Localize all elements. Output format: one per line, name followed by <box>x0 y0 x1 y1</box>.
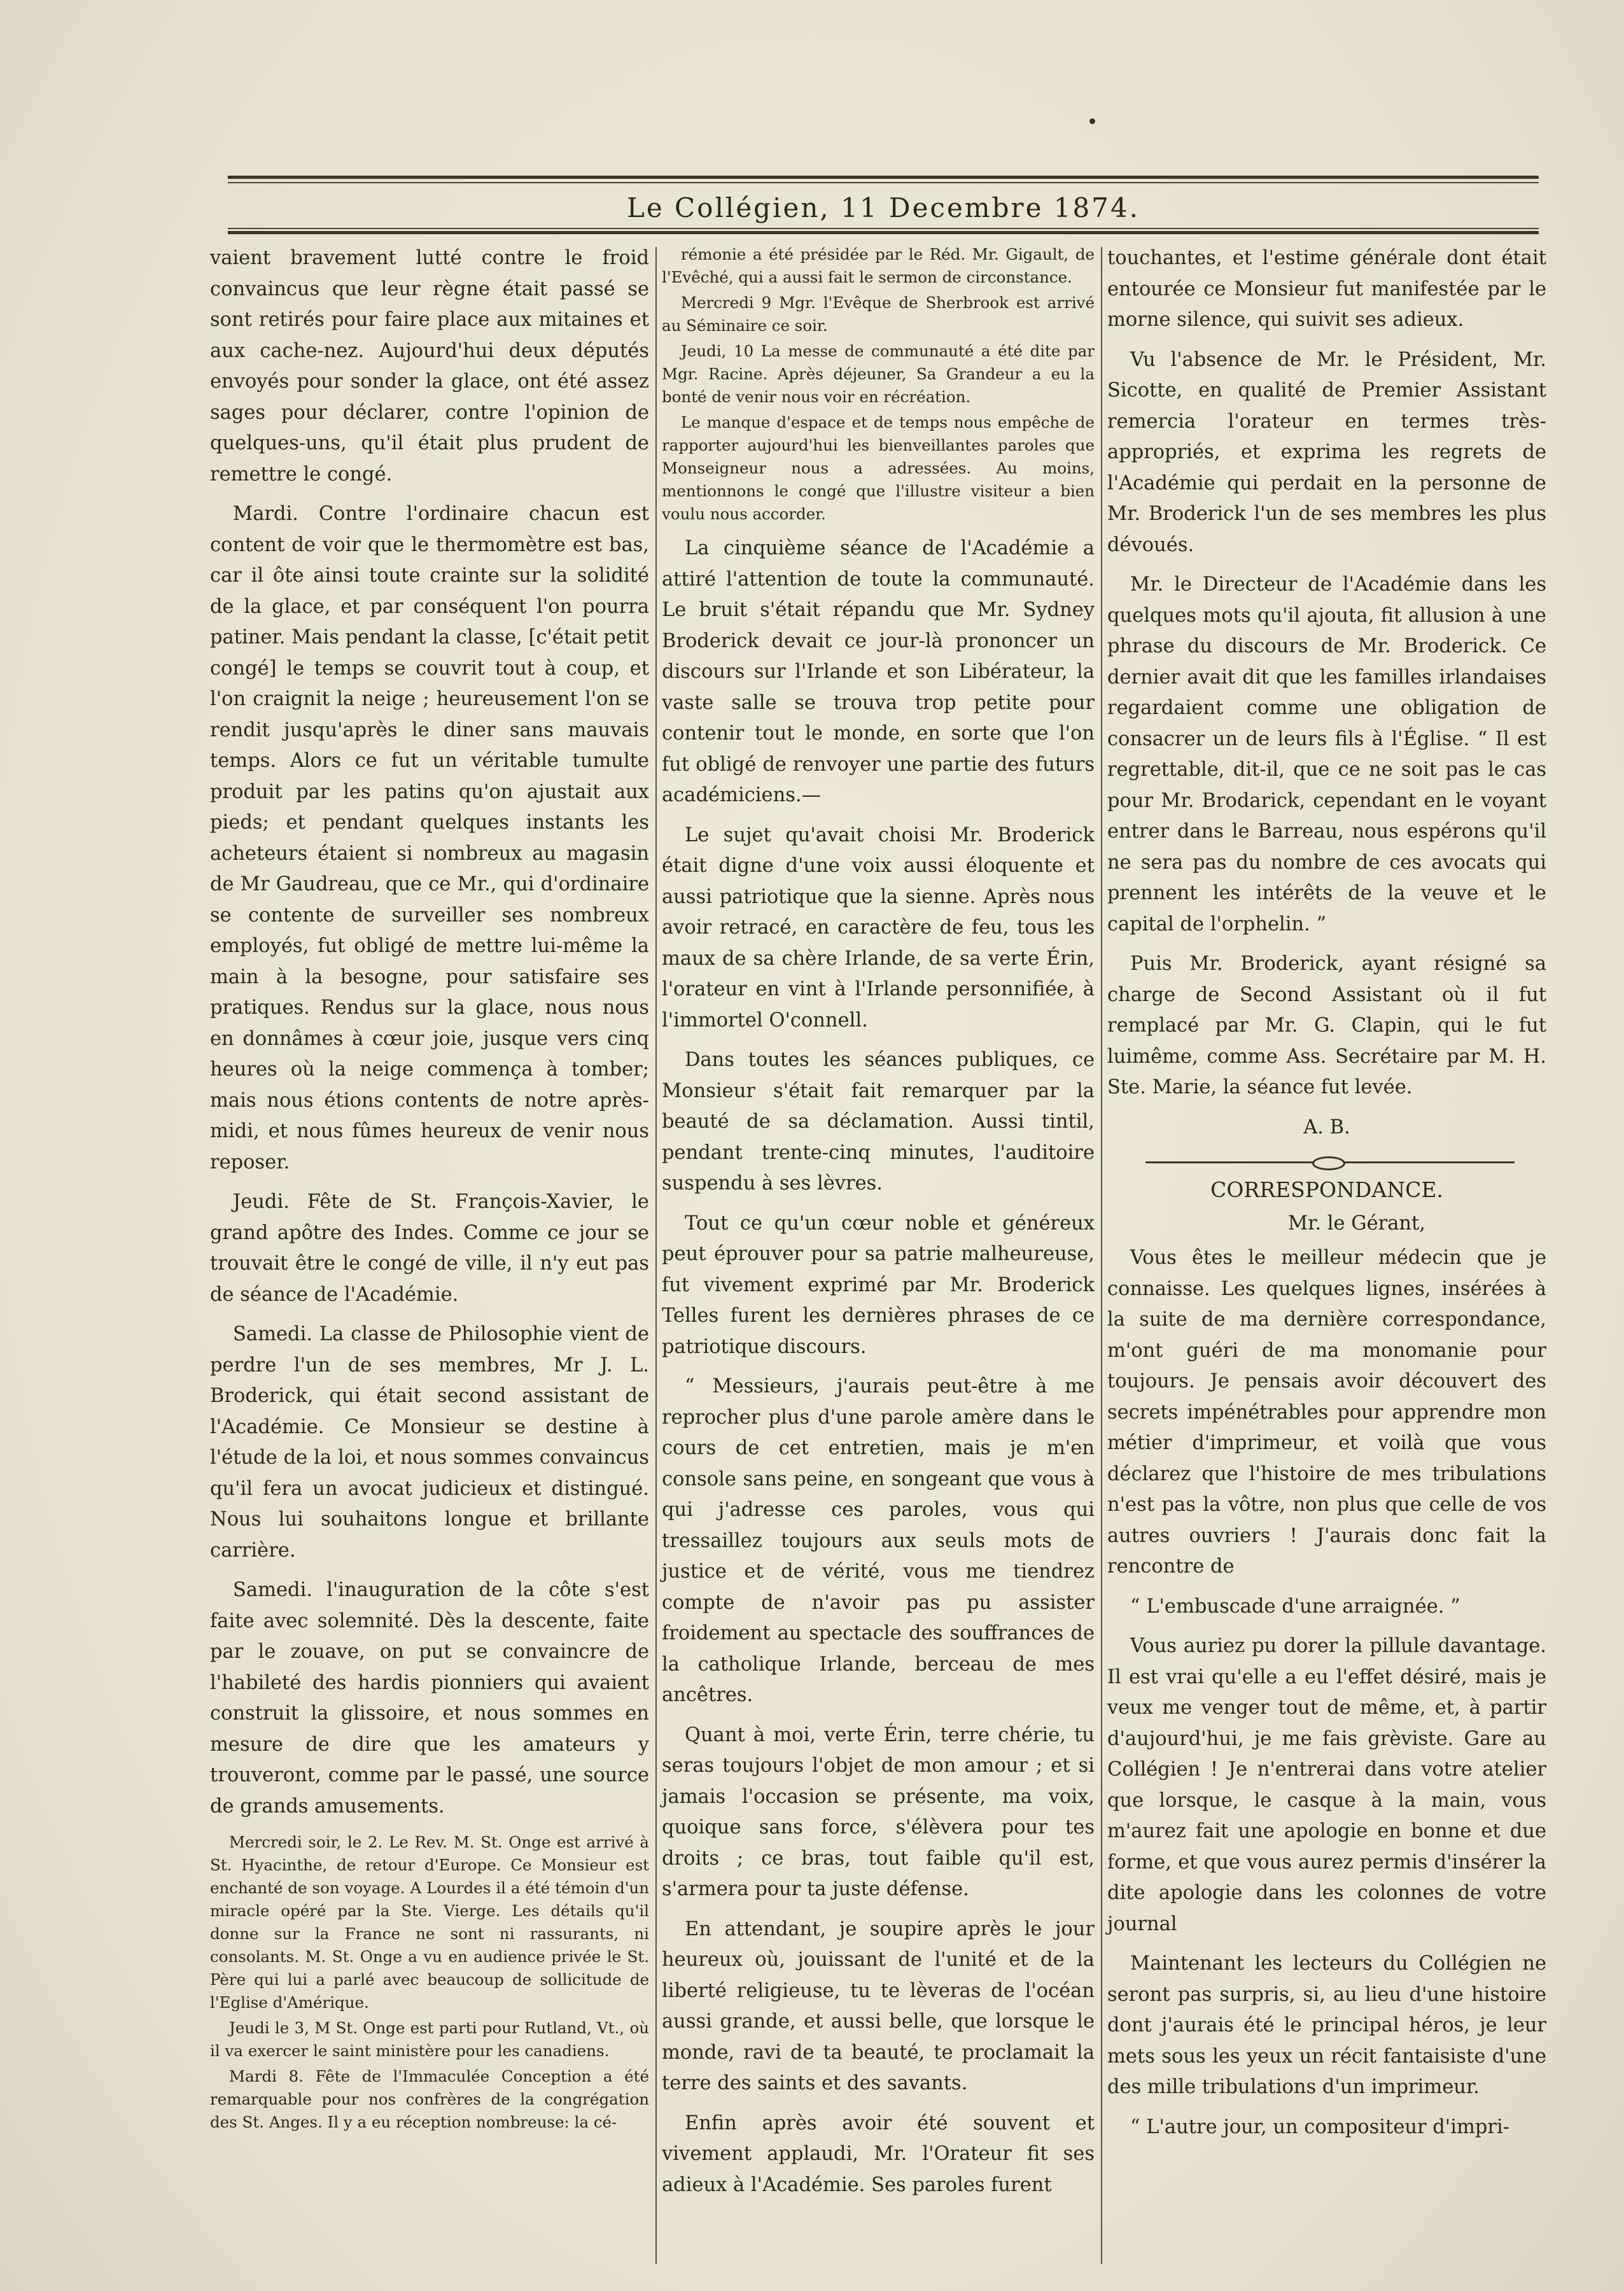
paragraph: Jeudi. Fête de St. François-Xavier, le grand apôtre des Indes. Comme ce jour se trouvait être le congé de ville, il n'y eut pas de séance de l'Académie. <box>210 1191 649 1306</box>
paragraph: Samedi. La classe de Philosophie vient de perdre l'un de ses membres, Mr J. L. Broderick, qui était second assistant de l'Académie. Ce Monsieur se destine à l'étude de la loi, et nous sommes convaincus qu'il fera un avocat judicieux et distingué. Nous lui souhaitons longue et brillante carrière. <box>210 1323 649 1562</box>
salutation: Mr. le Gérant, <box>1287 1212 1425 1235</box>
column-divider-2 <box>1101 247 1102 2264</box>
paragraph: Puis Mr. Broderick, ayant résigné sa charge de Second Assistant où il fut remplacé par Mr. G. Clapin, qui le fut luimême, comme Ass. Secrétaire par M. H. Ste. Marie, la séance fut levée. <box>1107 953 1546 1098</box>
column-3 <box>1107 243 1546 2152</box>
column-2 <box>662 243 1095 2210</box>
paragraph: La cinquième séance de l'Académie a attiré l'attention de toute la communauté. Le bruit s'était répandu que Mr. Sydney Broderick devait ce jour-là prononcer un discours sur l'Irlande et son Libérateur, la vaste salle se trouva trop petite pour contenir tout le monde, en sorte que l'on fut obligé de renvoyer une partie des futurs académiciens.— <box>662 537 1095 806</box>
paragraph: Mr. le Directeur de l'Académie dans les quelques mots qu'il ajouta, fit allusion à une phrase du discours de Mr. Broderick. Ce dernier avait dit que les familles irlandaises regardaient comme une obligation de consacrer un de leurs fils à l'Église. “ Il est regrettable, dit-il, que ce ne soit pas le cas pour Mr. Brodarick, cependant en le voyant entrer dans le Barreau, nous espérons qu'il ne sera pas du nombre de ces avocats qui prennent les intérêts de la veuve et le capital de l'orphelin. ” <box>1107 573 1546 935</box>
section-ornament <box>1107 1156 1546 1168</box>
paragraph: Maintenant les lecteurs du Collégien ne seront pas surpris, si, au lieu d'une histoire dont j'aurais été le principal héros, je leur mets sous les yeux un récit fantaisiste d'une des mille tribulations d'un imprimeur. <box>1107 1952 1546 2098</box>
page-speck <box>1089 118 1095 124</box>
ornament-knot <box>1312 1156 1345 1170</box>
news-note: Le manque d'espace et de temps nous empêche de rapporter aujourd'hui les bienveillantes paroles que Monseigneur nous a adressées. Au moins, mentionnons le congé que l'illustre visiteur a bien voulu nous accorder. <box>662 413 1095 523</box>
news-note: Mardi 8. Fête de l'Immaculée Conception a été remarquable pour nos confrères de la congrégation des St. Anges. Il y a eu réception nombreuse: la cé- <box>210 2067 649 2131</box>
news-note: Mercredi soir, le 2. Le Rev. M. St. Onge est arrivé à St. Hyacinthe, de retour d'Europe. Ce Monsieur est enchanté de son voyage. A Lourdes il a été témoin d'un miracle opéré par la Ste. Vierge. Les détails qu'il donne sur la France ne sont ni rassurants, ni consolants. M. St. Onge a vu en audience privée le St. Père qui lui a parlé avec beaucoup de sollicitude de l'Eglise d'Amérique. <box>210 1833 649 2012</box>
paragraph: Le sujet qu'avait choisi Mr. Broderick était digne d'une voix aussi éloquente et aussi patriotique que la sienne. Après nous avoir retracé, en caractère de feu, tous les maux de sa chère Irlande, de sa verte Érin, l'orateur en vint à l'Irlande personnifiée, à l'immortel O'connell. <box>662 823 1095 1032</box>
paragraph: Vu l'absence de Mr. le Président, Mr. Sicotte, en qualité de Premier Assistant remercia l'orateur en termes très-appropriés, et exprima les regrets de l'Académie qui perdait en la personne de Mr. Broderick l'un de ses membres les plus dévoués. <box>1107 348 1546 556</box>
signature: A. B. <box>1303 1116 1350 1138</box>
column-divider-1 <box>655 247 657 2264</box>
header-bottom-rule-thin <box>228 228 1539 229</box>
paragraph: Vous êtes le meilleur médecin que je connaisse. Les quelques lignes, insérées à la suite de ma dernière correspondance, m'ont guéri de ma monomanie pour toujours. Je pensais avoir découvert des secrets impénétrables pour apprendre mon métier d'imprimeur, et voilà que vous déclarez que l'histoire de mes tribulations n'est pas la vôtre, non plus que celle de vos autres ouvriers ! J'aurais donc fait la rencontre de <box>1107 1247 1546 1578</box>
paragraph: touchantes, et l'estime générale dont était entourée ce Monsieur fut manifestée par le morne silence, qui suivit ses adieux. <box>1107 247 1546 331</box>
news-note: Jeudi le 3, M St. Onge est parti pour Rutland, Vt., où il va exercer le saint ministère pour les canadiens. <box>210 2019 649 2060</box>
paragraph: Dans toutes les séances publiques, ce Monsieur s'était fait remarquer par la beauté de sa déclamation. Aussi tintil, pendant trente-cinq minutes, l'auditoire suspendu à ses lèvres. <box>662 1049 1095 1195</box>
masthead: Le Collégien, 11 Decembre 1874. <box>626 192 1140 223</box>
quote-line: “ L'embuscade d'une arraignée. ” <box>1130 1595 1460 1618</box>
section-heading: CORRESPONDANCE. <box>1210 1177 1443 1202</box>
header-bottom-rule <box>228 231 1539 234</box>
header-top-rule <box>228 176 1539 179</box>
paragraph: vaient bravement lutté contre le froid convaincus que leur règne était passé se sont retirés pour faire place aux mitaines et aux cache-nez. Aujourd'hui deux députés envoyés pour sonder la glace, ont été assez sages pour déclarer, contre l'opinion de quelques-uns, qu'il était plus prudent de remettre le congé. <box>210 247 649 486</box>
paragraph: Vous auriez pu dorer la pillule davantage. Il est vrai qu'elle a eu l'effet désiré, mais je veux me venger tout de même, et, à partir d'aujourd'hui, je me fais grèviste. Gare au Collégien ! Je n'entrerai dans votre atelier que lorsque, le casque à la main, vous m'aurez fait une apologie en bonne et due forme, et que vous aurez permis d'insérer la dite apologie dans les colonnes de votre journal <box>1107 1635 1546 1935</box>
speech-quote: Quant à moi, verte Érin, terre chérie, tu seras toujours l'objet de mon amour ; et si jamais l'occasion se présente, ma voix, quoique sans force, s'élèvera pour tes droits ; ce bras, tout faible qu'il est, s'armera pour ta juste défense. <box>662 1723 1095 1900</box>
speech-quote: “ Messieurs, j'aurais peut-être à me reprocher plus d'une parole amère dans le cours de cet entretien, mais je m'en console sans peine, en songeant que vous à qui j'adresse ces paroles, vous qui tressaillez toujours aux seuls mots de justice et de vérité, vous me tiendrez compte de n'avoir pas pu assister froidement au spectacle des souffrances de la catholique Irlande, berceau de mes ancêtres. <box>662 1375 1095 1706</box>
paragraph: “ L'autre jour, un compositeur d'impri- <box>1130 2115 1510 2138</box>
header-top-rule-thin <box>228 182 1539 183</box>
news-note: rémonie a été présidée par le Réd. Mr. Gigault, de l'Evêché, qui a aussi fait le sermon de circonstance. <box>662 245 1095 286</box>
paragraph: Samedi. l'inauguration de la côte s'est faite avec solemnité. Dès la descente, faite par le zouave, on put se convaincre de l'habileté des hardis pionniers qui avaient construit la glissoire, et nous sommes en mesure de dire que les amateurs y trouveront, comme par le passé, une source de grands amusements. <box>210 1579 649 1818</box>
news-note: Mercredi 9 Mgr. l'Evêque de Sherbrook est arrivé au Séminaire ce soir. <box>662 293 1095 335</box>
paragraph: Mardi. Contre l'ordinaire chacun est content de voir que le thermomètre est bas, car il ôte ainsi toute crainte sur la solidité de la glace, et par conséquent l'on pourra patiner. Mais pendant la classe, [c'était petit congé] le temps se couvrit tout à coup, et l'on craignit la neige ; heureusement l'on se rendit jusqu'après le diner sans mauvais temps. Alors ce fut un véritable tumulte produit par les patins qu'on ajustait aux pieds; et pendant quelques instants les acheteurs étaient si nombreux au magasin de Mr Gaudreau, que ce Mr., qui d'ordinaire se contente de surveiller ses nombreux employés, fut obligé de mettre lui-même la main à la besogne, pour satisfaire ses pratiques. Rendus sur la glace, nous nous en donnâmes à cœur joie, jusque vers cinq heures où la neige commença à tomber; mais nous étions contents de notre après-midi, et nous fûmes heureux de venir nous reposer. <box>210 503 649 1174</box>
news-note: Jeudi, 10 La messe de communauté a été dite par Mgr. Racine. Après déjeuner, Sa Grandeur a eu la bonté de venir nous voir en récréation. <box>662 342 1095 406</box>
paragraph: Tout ce qu'un cœur noble et généreux peut éprouver pour sa patrie malheureuse, fut vivement exprimé par Mr. Broderick Telles furent les dernières phrases de ce patriotique discours. <box>662 1212 1095 1358</box>
speech-quote: En attendant, je soupire après le jour heureux où, jouissant de l'unité et de la liberté religieuse, tu te lèveras de l'océan aussi grande, et aussi belle, que lorsque le monde, ravi de ta beauté, te proclamait la terre des saints et des savants. <box>662 1917 1095 2094</box>
paragraph: Enfin après avoir été souvent et vivement applaudi, Mr. l'Orateur fit ses adieux à l'Académie. Ses paroles furent <box>662 2112 1095 2196</box>
column-1 <box>210 243 649 2136</box>
